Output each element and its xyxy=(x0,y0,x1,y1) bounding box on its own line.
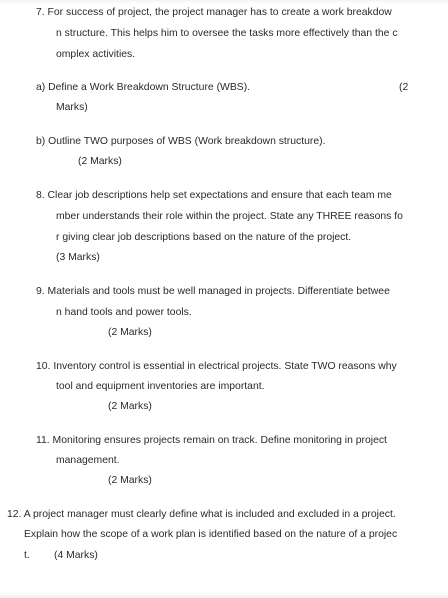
q12-text-line-1: 12. A project manager must clearly define what is included and excluded in a project. xyxy=(7,509,396,520)
q8-text-line-1: 8. Clear job descriptions help set expectations and ensure that each team me xyxy=(36,190,392,201)
q11-marks: (2 Marks) xyxy=(108,475,152,486)
q8-text-line-3: r giving clear job descriptions based on the nature of the project. xyxy=(56,232,352,243)
q10-marks: (2 Marks) xyxy=(108,401,152,412)
q7b-label: b) Outline TWO purposes of WBS (Work breakdown structure). xyxy=(36,136,326,147)
page-bottom-shadow xyxy=(0,592,448,598)
q7a-label: a) Define a Work Breakdown Structure (WBS). xyxy=(36,82,251,93)
q11-text-line-1: 11. Monitoring ensures projects remain on track. Define monitoring in project xyxy=(36,435,387,446)
q7-text-line-3: omplex activities. xyxy=(56,49,136,60)
q9-text-line-2: n hand tools and power tools. xyxy=(56,307,192,318)
q9-marks: (2 Marks) xyxy=(108,327,152,338)
q12-text-line-2: Explain how the scope of a work plan is identified based on the nature of a projec xyxy=(24,529,398,540)
q7-text-line-2: n structure. This helps him to oversee the tasks more effectively than the c xyxy=(56,28,398,39)
q12-marks: (4 Marks) xyxy=(54,550,98,561)
q10-text-line-1: 10. Inventory control is essential in electrical projects. State TWO reasons why xyxy=(36,361,397,372)
q8-marks: (3 Marks) xyxy=(56,252,100,263)
q8-text-line-2: mber understands their role within the project. State any THREE reasons fo xyxy=(56,211,403,222)
page-top-shadow xyxy=(0,0,448,4)
q11-text-line-2: management. xyxy=(56,455,120,466)
q7a-marks-part1: (2 xyxy=(399,82,409,93)
q7b-marks: (2 Marks) xyxy=(78,156,122,167)
q9-text-line-1: 9. Materials and tools must be well managed in projects. Differentiate betwee xyxy=(36,286,390,297)
q7-text-line-1: 7. For success of project, the project manager has to create a work breakdow xyxy=(36,7,392,18)
q10-text-line-2: tool and equipment inventories are important. xyxy=(56,381,265,392)
q12-text-line-3: t. xyxy=(24,550,30,561)
q7a-marks-part2: Marks) xyxy=(56,102,88,113)
